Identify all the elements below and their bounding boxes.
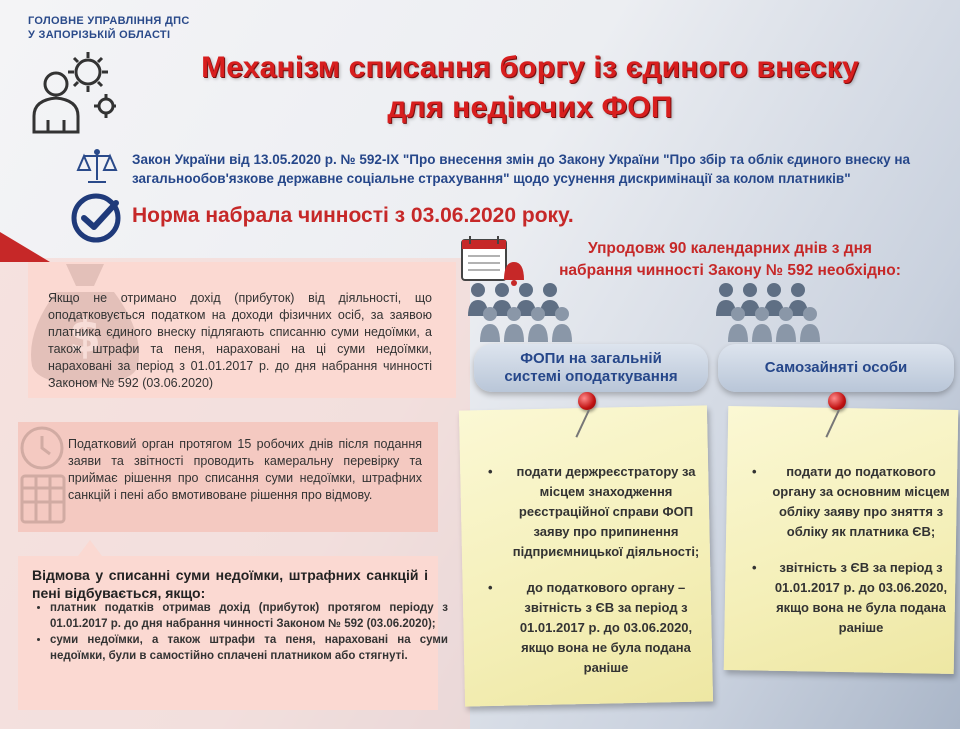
- organization-name: [28, 14, 190, 42]
- pill1-line-2: системі оподаткування: [504, 368, 678, 385]
- self-employed-steps-list: [746, 462, 956, 654]
- list-item: • подати держреєстратору за місцем знаходження реєстраційної справи ФОП заяву про припинення підприємницької діяльності;: [496, 462, 710, 562]
- self-employed-label: Самозайняті особи: [718, 344, 954, 392]
- pushpin-icon: [578, 392, 596, 440]
- page-title: [130, 48, 930, 128]
- checkmark-clock-icon: [70, 192, 124, 244]
- list-item: • звітність з ЄВ за період з 01.01.2017 р. до 03.06.2020, якщо вона не була подана раніше: [760, 558, 956, 638]
- org-line-1: ГОЛОВНЕ УПРАВЛІННЯ ДПС: [28, 15, 190, 27]
- org-line-2: У ЗАПОРІЗЬКІЙ ОБЛАСТІ: [28, 29, 171, 41]
- speech-tail: [78, 540, 102, 556]
- deadline-heading: [520, 238, 940, 282]
- list-item: • подати до податкового органу за основним місцем обліку заяву про зняття з обліку як платника ЄВ;: [760, 462, 956, 542]
- title-line-1: Механізм списання боргу із єдиного внеску: [201, 51, 859, 84]
- pushpin-icon: [828, 392, 846, 440]
- scales-of-justice-icon: [76, 148, 118, 186]
- title-line-2: для недіючих ФОП: [387, 91, 673, 124]
- heading-line-1: Упродовж 90 календарних днів з дня: [588, 240, 872, 257]
- fop-general-label: [474, 344, 708, 392]
- svg-text:$: $: [68, 309, 102, 363]
- effective-date: Норма набрала чинності з 03.06.2020 року.: [132, 204, 574, 227]
- condition-text: Якщо не отримано дохід (прибуток) від діяльності, що оподатковується податком на доходи фізичних осіб, за заявою платника єдиного внеску підлягають списанню суми недоїмки, а також штрафи та пеня, нараховані на ці суми недоїмки, нараховані за період з 01.01.2017 р. до дня набрання чинності Законом № 592 (03.06.2020): [48, 291, 432, 390]
- fop-steps-list: [482, 462, 710, 694]
- law-reference: Закон України від 13.05.2020 р. № 592-IX "Про внесення змін до Закону України "Про збір та облік єдиного внеску на загальнообов'язкове державне соціальне страхування" щодо усунення дискримінації за колом платників": [132, 152, 911, 186]
- refusal-list: [30, 600, 448, 664]
- refusal-title: Відмова у списанні суми недоїмки, штрафних санкцій і пені відбувається, якщо:: [32, 567, 428, 601]
- list-item: • до податкового органу – звітність з ЄВ за період з 01.01.2017 р. до 03.06.2020, якщо вона не була подана раніше: [496, 578, 710, 678]
- list-item: • суми недоїмки, а також штрафи та пеня, нараховані на суми недоїмки, були в самостійно сплачені платником або стягнуті.: [50, 632, 448, 664]
- people-group-icon: [464, 280, 574, 344]
- pill1-line-1: ФОПи на загальній: [520, 350, 662, 367]
- heading-line-2: набрання чинності Закону № 592 необхідно:: [559, 262, 901, 279]
- people-group-icon: [712, 280, 822, 344]
- review-text: Податковий орган протягом 15 робочих днів після подання заяви та звітності проводить камеральну перевірку та приймає рішення про списання суми недоїмки, штрафних санкцій і пені або вмотивоване рішення про відмову.: [68, 437, 422, 502]
- person-gears-icon: [30, 44, 116, 136]
- list-item: • платник податків отримав дохід (прибуток) протягом періоду з 01.01.2017 р. до дня набрання чинності Законом № 592 (03.06.2020);: [50, 600, 448, 632]
- clock-calendar-icon: [12, 424, 74, 532]
